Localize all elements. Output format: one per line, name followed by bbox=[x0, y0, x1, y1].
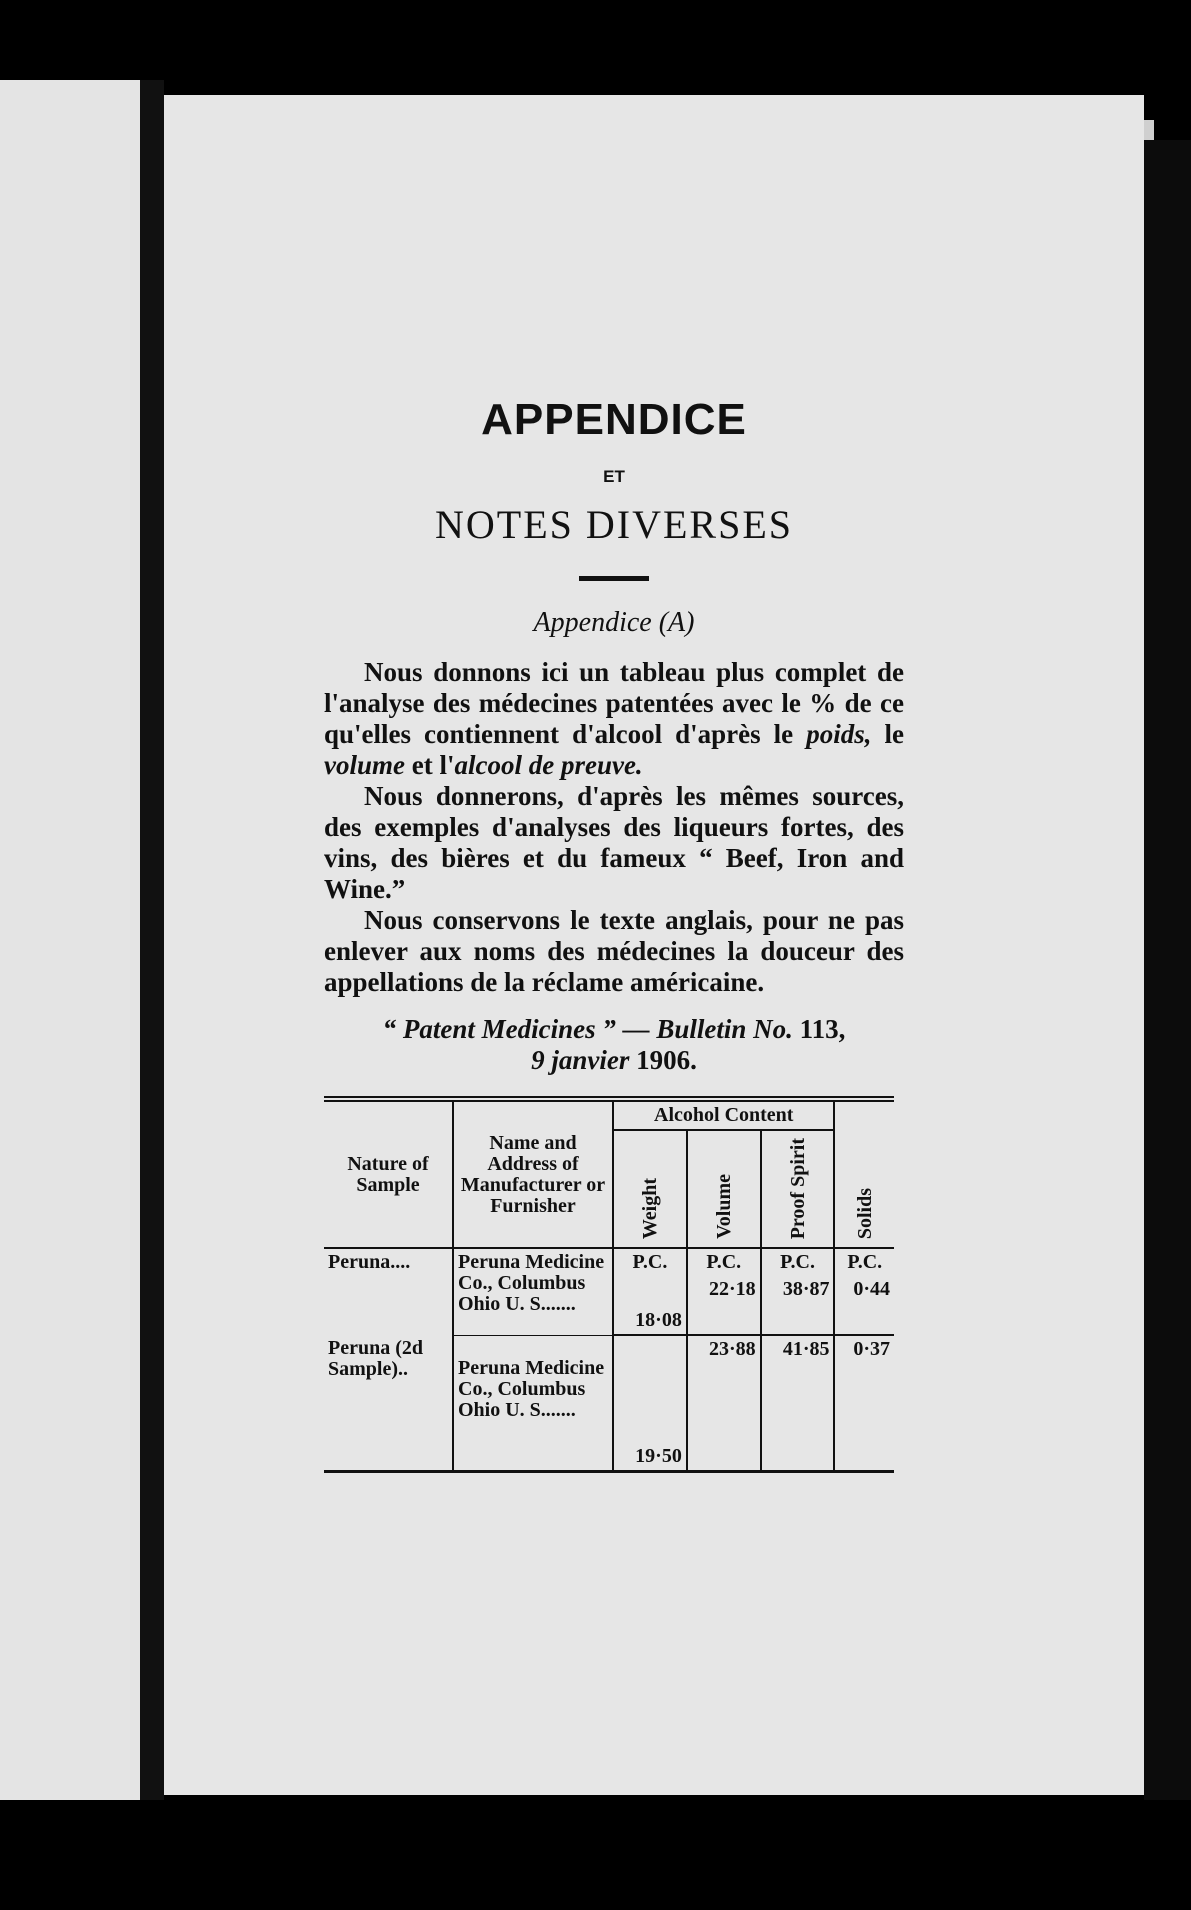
appendix-heading: Appendice (A) bbox=[533, 607, 695, 638]
row-1-solids: 0·44 bbox=[834, 1276, 894, 1335]
paragraph-1-alcool: alcool de preuve. bbox=[454, 750, 643, 780]
row-1-volume: 22·18 bbox=[687, 1276, 761, 1335]
header-proof-cell bbox=[761, 1130, 835, 1248]
paragraph-1-volume: volume bbox=[324, 750, 405, 780]
header-nature: Nature of Sample bbox=[324, 1099, 453, 1248]
paragraph-1-text-a: Nous donnons ici un tableau plus complet de l'analyse des médecines patentées avec le % de ce qu'elles contiennent d'alcool d'après le bbox=[324, 657, 904, 749]
row-2-proof: 41·85 bbox=[761, 1335, 835, 1472]
source-title: “ Patent Medicines ” — Bulletin No. bbox=[382, 1014, 793, 1044]
paragraph-1 bbox=[324, 657, 904, 781]
header-alcohol-content: Alcohol Content bbox=[613, 1099, 834, 1130]
header-weight-cell bbox=[613, 1130, 687, 1248]
row-2-volume: 23·88 bbox=[687, 1335, 761, 1472]
left-page bbox=[0, 80, 145, 1800]
row-1-proof: 38·87 bbox=[761, 1276, 835, 1335]
page-subtitle: NOTES DIVERSES bbox=[434, 502, 794, 547]
row-1-unit-solids: P.C. bbox=[834, 1248, 894, 1276]
title-conjunction: ET bbox=[603, 467, 625, 486]
row-1-unit-volume: P.C. bbox=[687, 1248, 761, 1276]
row-1-weight: 18·08 bbox=[613, 1276, 687, 1335]
table-row bbox=[324, 1248, 894, 1276]
row-2-nature: Peruna (2d Sample).. bbox=[328, 1337, 423, 1380]
source-year: 1906. bbox=[636, 1045, 697, 1075]
source-citation bbox=[324, 1014, 904, 1076]
row-2-maker: Peruna Medicine Co., Columbus Ohio U. S....... bbox=[453, 1335, 613, 1472]
paragraph-1-text-b: le bbox=[871, 719, 904, 749]
row-1-nature: Peruna.... bbox=[328, 1251, 411, 1273]
header-name: Name and Address of Manufacturer or Furnisher bbox=[453, 1099, 613, 1248]
paragraph-1-poids: poids, bbox=[806, 719, 872, 749]
title-rule bbox=[579, 576, 649, 581]
header-volume-cell bbox=[687, 1130, 761, 1248]
row-1-maker: Peruna Medicine Co., Columbus Ohio U. S....... bbox=[453, 1248, 613, 1335]
header-solids: Solids bbox=[853, 1187, 876, 1239]
source-number: 113, bbox=[799, 1014, 846, 1044]
source-date: 9 janvier bbox=[531, 1045, 630, 1075]
right-background bbox=[1144, 140, 1191, 1800]
page-title: APPENDICE bbox=[481, 395, 747, 444]
table-row bbox=[324, 1335, 894, 1472]
page-content bbox=[324, 395, 904, 1473]
header-volume: Volume bbox=[712, 1174, 735, 1239]
header-proof: Proof Spirit bbox=[786, 1137, 809, 1239]
header-weight: Weight bbox=[638, 1177, 661, 1239]
book-gutter bbox=[140, 80, 164, 1800]
paragraph-1-text-c: et l' bbox=[405, 750, 455, 780]
analysis-table bbox=[324, 1096, 894, 1473]
row-1-unit-weight: P.C. bbox=[613, 1248, 687, 1276]
paragraph-3: Nous conservons le texte anglais, pour ne pas enlever aux noms des médecines la douceur des appellations de la réclame américaine. bbox=[324, 905, 904, 997]
book-page bbox=[164, 95, 1144, 1795]
paragraph-2: Nous donnerons, d'après les mêmes sources, des exemples d'analyses des liqueurs fortes, des vins, des bières et du fameux “ Beef, Iron and Wine.” bbox=[324, 781, 904, 904]
row-2-weight: 19·50 bbox=[613, 1335, 687, 1472]
row-2-solids: 0·37 bbox=[834, 1335, 894, 1472]
row-1-unit-proof: P.C. bbox=[761, 1248, 835, 1276]
header-solids-cell bbox=[834, 1099, 894, 1248]
